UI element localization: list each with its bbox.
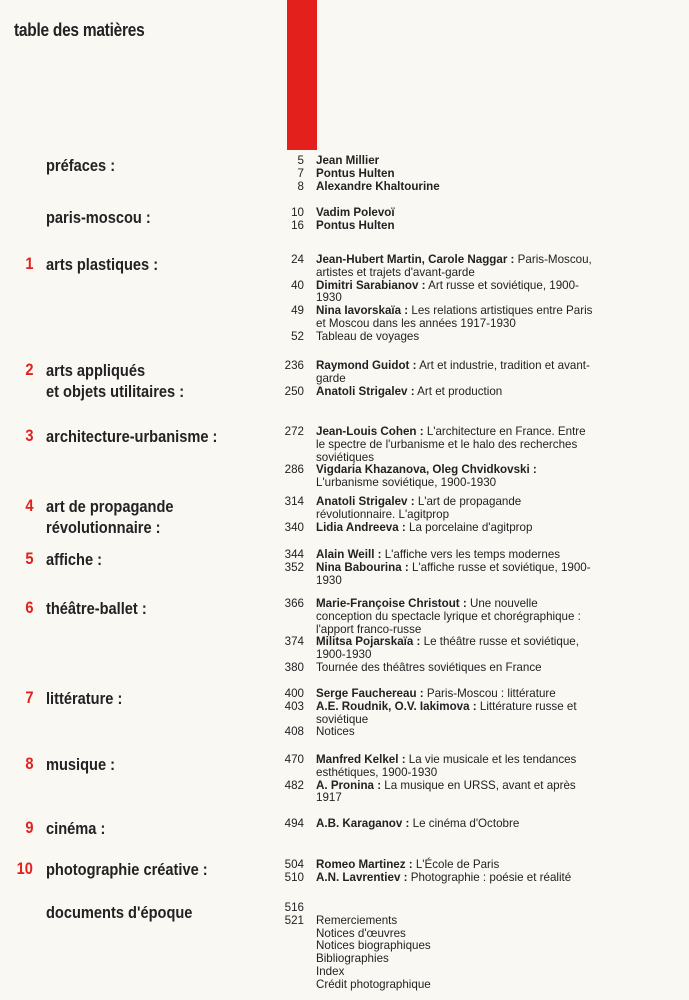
section-number: 8 — [24, 754, 33, 773]
entry-title: La vie musicale et les tendances esthétiques, 1900-1930 — [316, 753, 577, 779]
page-number: 40 — [291, 278, 304, 292]
entry-title: Remerciements — [316, 913, 398, 927]
entry-text — [316, 780, 596, 806]
section-entries — [0, 207, 689, 233]
entry-title: Photographie : poésie et réalité — [410, 870, 572, 884]
page-number: 49 — [291, 304, 304, 318]
entry-author: Vigdaria Khazanova, Oleg Chvidkovski : — [316, 463, 537, 477]
section-title-line: arts plastiques : — [46, 255, 159, 274]
entry-text — [316, 181, 596, 194]
entry-author: Vadim Polevoï — [316, 206, 395, 219]
entry-title: Littérature russe et soviétique — [316, 699, 577, 726]
toc-entry[interactable] — [0, 464, 689, 490]
toc-entry[interactable] — [0, 254, 689, 280]
page-number: 521 — [284, 913, 304, 927]
entry-author: Nina Iavorskaïa : — [316, 304, 409, 318]
section-entries — [0, 549, 689, 587]
entry-title: L'affiche vers les temps modernes — [384, 548, 561, 561]
entry-text — [316, 636, 596, 662]
section-number: 4 — [24, 496, 33, 515]
toc-entry[interactable] — [0, 220, 689, 233]
section-title-line: musique : — [46, 755, 116, 774]
entry-title: L'affiche russe et soviétique, 1900-1930 — [316, 560, 591, 587]
page-number: 510 — [284, 870, 304, 884]
entry-title: Art et production — [417, 384, 503, 398]
entry-title: Art et industrie, tradition et avant-garde — [316, 359, 590, 385]
page-number: 286 — [284, 463, 304, 477]
toc-entry[interactable] — [0, 780, 689, 806]
page-number: 504 — [284, 858, 304, 871]
page-number: 314 — [284, 495, 304, 508]
page-number: 7 — [297, 166, 304, 180]
appendix-item[interactable]: Index — [316, 964, 345, 978]
section-title-line: art de propagande — [46, 497, 174, 516]
page-number: 8 — [297, 179, 304, 193]
toc-entry[interactable] — [0, 915, 689, 928]
page-number: 340 — [284, 520, 304, 534]
toc-entry[interactable] — [0, 754, 689, 780]
toc-entry[interactable] — [0, 386, 689, 399]
entry-text — [316, 598, 596, 636]
section-title-line: affiche : — [46, 550, 103, 569]
page-number: 344 — [284, 548, 304, 561]
toc-entry[interactable] — [0, 636, 689, 662]
toc-entry[interactable] — [0, 598, 689, 636]
page-number: 16 — [291, 218, 304, 232]
entry-author: Dimitri Sarabianov : — [316, 278, 426, 292]
entry-author: Pontus Hulten — [316, 166, 395, 180]
entry-text — [316, 562, 596, 588]
toc-entry[interactable] — [0, 726, 689, 739]
entry-title: Les relations artistiques entre Paris et Moscou dans les années 1917-1930 — [316, 304, 593, 330]
entry-author: Manfred Kelkel : — [316, 753, 406, 766]
entry-author: Romeo Martinez : — [316, 858, 413, 871]
section-number: 6 — [24, 598, 33, 617]
entry-author: Pontus Hulten — [316, 218, 395, 232]
entry-author: Serge Fauchereau : — [316, 687, 424, 700]
page-title: table des matières — [14, 20, 145, 40]
page-number: 352 — [284, 560, 304, 574]
section-entries — [0, 902, 689, 992]
section-title-line: arts appliqués — [46, 361, 146, 380]
section-title-line: préfaces : — [46, 156, 116, 175]
entry-author: A.N. Lavrentiev : — [316, 870, 408, 884]
entry-text — [316, 464, 596, 490]
entry-text — [316, 726, 596, 739]
entry-title: Paris-Moscou : littérature — [426, 687, 556, 700]
entry-title: L'architecture en France. Entre le spectre de l'urbanisme et le halo des recherches soviétiques — [316, 425, 586, 464]
toc-entry[interactable] — [0, 426, 689, 464]
toc-entry[interactable] — [0, 280, 689, 306]
entry-text — [316, 331, 596, 344]
toc-entry[interactable] — [0, 701, 689, 727]
toc-entry[interactable] — [0, 662, 689, 675]
section-title-line: documents d'époque — [46, 903, 193, 922]
page-number: 403 — [284, 699, 304, 713]
section-title-line: photographie créative : — [46, 860, 208, 879]
entry-author: Lidia Andreeva : — [316, 520, 406, 534]
red-accent-bar — [287, 0, 317, 150]
appendix-item[interactable]: Notices biographiques — [316, 939, 431, 953]
page-number: 366 — [284, 597, 304, 610]
toc-entry[interactable] — [0, 331, 689, 344]
entry-title: Art russe et soviétique, 1900-1930 — [316, 278, 579, 305]
toc-entry[interactable] — [0, 522, 689, 535]
section-entries — [0, 254, 689, 344]
entry-title: Tableau de voyages — [316, 329, 420, 343]
page-number: 470 — [284, 753, 304, 766]
section-entries — [0, 496, 689, 534]
entry-text — [316, 915, 596, 928]
entry-author: A.E. Roudnik, O.V. Iakimova : — [316, 699, 477, 713]
entry-author: Anatoli Strigalev : — [316, 495, 415, 508]
page-number: 482 — [284, 778, 304, 792]
toc-entry[interactable] — [0, 818, 689, 831]
entry-author: Raymond Guidot : — [316, 359, 417, 372]
entry-title: Tournée des théâtres soviétiques en France — [316, 660, 542, 674]
entry-title: Paris-Moscou, artistes et trajets d'avant-garde — [316, 253, 592, 279]
section-number: 10 — [16, 859, 33, 878]
entry-text — [316, 701, 596, 727]
entry-text — [316, 522, 596, 535]
entry-author: Militsa Pojarskaïa : — [316, 635, 421, 649]
toc-entry[interactable] — [0, 360, 689, 386]
section-title-line: littérature : — [46, 689, 123, 708]
page-number: 236 — [284, 359, 304, 372]
entry-text — [316, 754, 596, 780]
entry-text — [316, 360, 596, 386]
entry-text — [316, 818, 596, 831]
page-number: 494 — [284, 817, 304, 830]
entry-text — [316, 254, 596, 280]
entry-text — [316, 426, 596, 464]
entry-author: Nina Babourina : — [316, 560, 409, 574]
entry-text — [316, 305, 596, 331]
page-number: 5 — [297, 154, 304, 167]
section-title-line: et objets utilitaires : — [46, 382, 185, 401]
entry-title: Le cinéma d'Octobre — [412, 817, 520, 830]
page-number: 52 — [291, 329, 304, 343]
section-title-line: cinéma : — [46, 819, 106, 838]
entry-author: Alexandre Khaltourine — [316, 179, 440, 193]
section-title-line: architecture-urbanisme : — [46, 427, 218, 446]
section-entries — [0, 859, 689, 885]
section-entries — [0, 426, 689, 490]
toc-entry[interactable] — [0, 305, 689, 331]
entry-title: L'art de propagande révolutionnaire. L'agitprop — [316, 495, 522, 521]
toc-entry[interactable] — [0, 562, 689, 588]
section-entries — [0, 688, 689, 739]
entry-author: A.B. Karaganov : — [316, 817, 410, 830]
section-number: 3 — [24, 426, 33, 445]
entry-text — [316, 280, 596, 306]
entry-title: L'École de Paris — [415, 858, 500, 871]
toc-entry[interactable] — [0, 872, 689, 885]
entry-author: Jean-Louis Cohen : — [316, 425, 424, 438]
entry-author: Marie-Françoise Christout : — [316, 597, 467, 610]
entry-author: Jean-Hubert Martin, Carole Naggar : — [316, 253, 515, 266]
entry-title: La porcelaine d'agitprop — [409, 520, 533, 534]
entry-text — [316, 386, 596, 399]
section-title-line: théâtre-ballet : — [46, 599, 147, 618]
page-number: 374 — [284, 635, 304, 649]
toc-entry[interactable] — [0, 181, 689, 194]
section-number: 1 — [24, 254, 33, 273]
entry-author: Jean Millier — [316, 154, 380, 167]
section-entries — [0, 754, 689, 805]
page-number: 24 — [291, 253, 304, 266]
section-title-line: révolutionnaire : — [46, 518, 161, 537]
entry-author: Anatoli Strigalev : — [316, 384, 415, 398]
entry-author: Alain Weill : — [316, 548, 382, 561]
entry-title: L'urbanisme soviétique, 1900-1930 — [316, 476, 497, 490]
toc-entry[interactable] — [0, 496, 689, 522]
section-number: 5 — [24, 549, 33, 568]
entry-title: La musique en URSS, avant et après 1917 — [316, 778, 576, 805]
section-entries — [0, 598, 689, 675]
entry-text — [316, 496, 596, 522]
section-number: 9 — [24, 818, 33, 837]
section-entries — [0, 818, 689, 831]
page-number: 516 — [284, 901, 304, 914]
appendix-item[interactable]: Bibliographies — [316, 952, 389, 966]
entry-text — [316, 872, 596, 885]
page-number: 408 — [284, 725, 304, 739]
section-entries — [0, 155, 689, 193]
page-number: 272 — [284, 425, 304, 438]
section-number: 2 — [24, 360, 33, 379]
appendix-item[interactable]: Crédit photographique — [316, 977, 431, 991]
section-title-line: paris-moscou : — [46, 208, 151, 227]
entry-title: Le théâtre russe et soviétique, 1900-1930 — [316, 635, 579, 662]
page-number: 10 — [291, 206, 304, 219]
page-number: 380 — [284, 660, 304, 674]
entry-text — [316, 220, 596, 233]
entry-author: A. Pronina : — [316, 778, 382, 792]
section-entries — [0, 360, 689, 398]
appendix-item[interactable]: Notices d'œuvres — [316, 926, 406, 940]
section-number: 7 — [24, 688, 33, 707]
entry-text — [316, 662, 596, 675]
entry-title: Une nouvelle conception du spectacle lyrique et chorégraphique : l'apport franco-russe — [316, 597, 581, 636]
entry-title: Notices — [316, 725, 355, 739]
page-number: 250 — [284, 384, 304, 398]
page-number: 400 — [284, 687, 304, 700]
